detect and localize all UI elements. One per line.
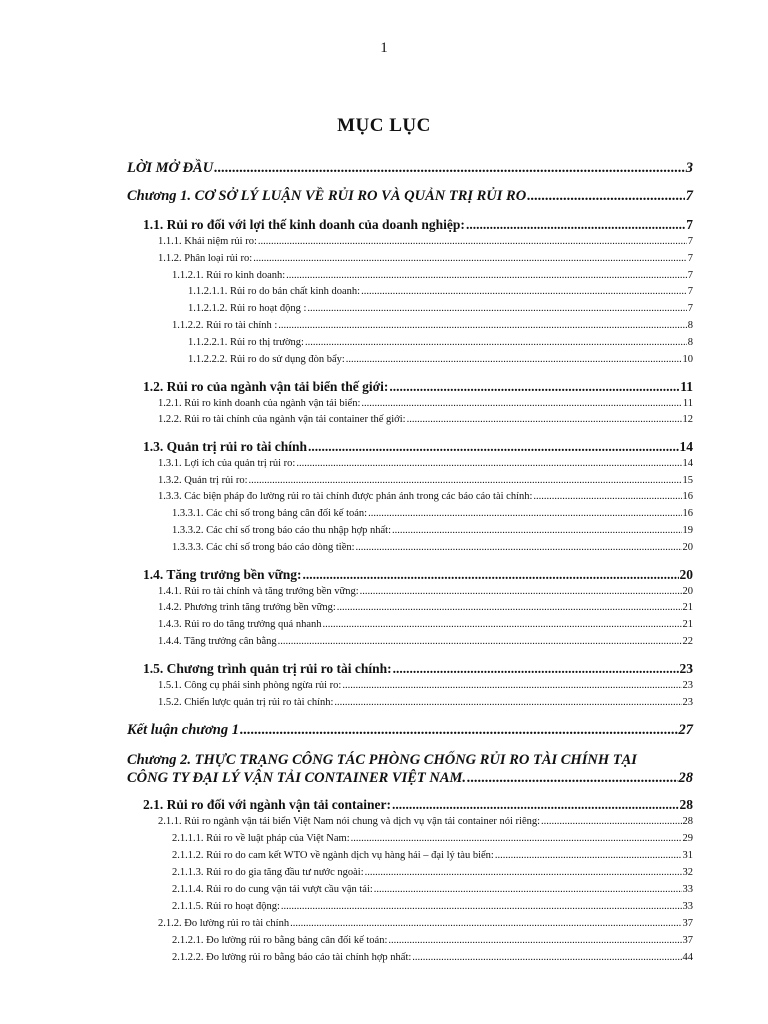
toc-entry-title: 1.2.2. Rủi ro tài chính của ngành vận tải container thế giới: xyxy=(158,414,406,425)
toc-entry-page: 23 xyxy=(682,697,693,708)
toc-entry-title: 1.2.1. Rủi ro kinh doanh của ngành vận tải biển: xyxy=(158,398,361,409)
dot-leader xyxy=(368,508,681,519)
dot-leader xyxy=(541,816,681,827)
toc-entry-page: 20 xyxy=(679,567,693,582)
toc-entry[interactable] xyxy=(172,867,693,878)
dot-leader xyxy=(392,525,681,536)
toc-entry-page: 16 xyxy=(682,508,693,519)
dot-leader xyxy=(337,602,682,613)
toc-entry-title: 1.1.2.1.1. Rủi ro do bản chất kinh doanh: xyxy=(188,286,361,297)
toc-entry-page: 28 xyxy=(682,816,693,827)
toc-entry[interactable] xyxy=(158,398,693,409)
dot-leader xyxy=(296,458,681,469)
dot-leader xyxy=(360,586,682,597)
dot-leader xyxy=(351,833,682,844)
toc-entry-title: 2.1.1.4. Rủi ro do cung vận tải vượt cầu vận tải: xyxy=(172,884,373,895)
toc-entry[interactable] xyxy=(127,722,693,739)
toc-entry[interactable] xyxy=(172,935,693,946)
toc-entry[interactable] xyxy=(158,602,693,613)
toc-entry-title: 2.1.1.3. Rủi ro do gia tăng đầu tư nước ngoài: xyxy=(172,867,364,878)
toc-entry-title: 1.4.1. Rủi ro tài chính và tăng trưởng bền vững: xyxy=(158,586,359,597)
toc-entry-title: CÔNG TY ĐẠI LÝ VẬN TẢI CONTAINER VIỆT NAM. xyxy=(127,770,467,786)
toc-entry-title: 1.3.1. Lợi ích của quản trị rủi ro: xyxy=(158,458,296,469)
toc-entry[interactable] xyxy=(172,542,693,553)
toc-entry-title: 2.1.2.2. Đo lường rủi ro bằng báo cáo tài chính hợp nhất: xyxy=(172,952,412,963)
toc-entry-page: 20 xyxy=(682,542,693,553)
toc-entry-page: 3 xyxy=(685,160,693,176)
toc-entry-page: 7 xyxy=(685,188,693,204)
toc-entry-title: Kết luận chương 1 xyxy=(127,722,239,738)
toc-entry-title: 1.5.2. Chiến lược quản trị rủi ro tài chính: xyxy=(158,697,334,708)
toc-entry-page: 21 xyxy=(682,602,693,613)
dot-leader xyxy=(361,286,687,297)
toc-entry[interactable] xyxy=(172,901,693,912)
toc-entry-page: 11 xyxy=(682,398,693,409)
toc-entry-page: 27 xyxy=(678,722,693,738)
toc-entry-page: 23 xyxy=(682,680,693,691)
toc-entry-page: 21 xyxy=(682,619,693,630)
toc-entry[interactable] xyxy=(158,680,693,691)
dot-leader xyxy=(392,797,678,813)
toc-entry[interactable] xyxy=(158,491,693,502)
toc-entry-title: 1.3.3. Các biện pháp đo lường rủi ro tài chính được phản ánh trong các báo cáo tài chính: xyxy=(158,491,533,502)
toc-entry-page: 15 xyxy=(682,475,693,486)
dot-leader xyxy=(258,236,687,247)
toc-entry-title: 1.5.1. Công cụ phái sinh phòng ngừa rủi ro: xyxy=(158,680,342,691)
toc-entry[interactable] xyxy=(127,160,693,177)
toc-entry-page: 19 xyxy=(682,525,693,536)
dot-leader xyxy=(253,253,687,264)
toc-entry-page: 8 xyxy=(687,320,693,331)
toc-entry-page: 33 xyxy=(682,901,693,912)
toc-entry-title: 1.3.3.1. Các chỉ số trong bảng cân đối kế toán: xyxy=(172,508,368,519)
toc-entry-title: 1.3.3.3. Các chỉ số trong báo cáo dòng tiền: xyxy=(172,542,355,553)
toc-entry[interactable] xyxy=(158,458,693,469)
toc-entry-title: 1.1.2. Phân loại rủi ro: xyxy=(158,253,253,264)
toc-entry[interactable] xyxy=(188,286,693,297)
toc-entry-title: 1.3.2. Quản trị rủi ro: xyxy=(158,475,248,486)
toc-entry[interactable] xyxy=(172,884,693,895)
dot-leader xyxy=(466,217,685,233)
toc-entry-page: 11 xyxy=(680,379,693,394)
dot-leader xyxy=(467,770,677,787)
dot-leader xyxy=(374,884,682,895)
toc-title: MỤC LỤC xyxy=(337,115,431,136)
toc-entry[interactable] xyxy=(158,636,693,647)
dot-leader xyxy=(305,337,687,348)
toc-entry-title: 1.1. Rủi ro đối với lợi thế kinh doanh của doanh nghiệp: xyxy=(143,217,465,232)
toc-entry-page: 20 xyxy=(682,586,693,597)
toc-entry[interactable] xyxy=(188,303,693,314)
toc-entry-title: Chương 1. CƠ SỞ LÝ LUẬN VỀ RỦI RO VÀ QUẢN TRỊ RỦI RO xyxy=(127,188,527,204)
toc-entry-title: 1.3. Quản trị rủi ro tài chính xyxy=(143,439,308,454)
toc-entry-page: 33 xyxy=(682,884,693,895)
toc-entry[interactable] xyxy=(158,236,693,247)
toc-entry-page: 37 xyxy=(682,935,693,946)
toc-entry[interactable] xyxy=(158,619,693,630)
toc-entry-title: 1.4.4. Tăng trưởng cân bằng xyxy=(158,636,277,647)
toc-entry[interactable] xyxy=(143,439,693,455)
toc-entry-page: 7 xyxy=(686,217,693,232)
chapter2-title-line1: Chương 2. THỰC TRẠNG CÔNG TÁC PHÒNG CHỐNG RỦI RO TÀI CHÍNH TẠI xyxy=(127,752,637,768)
toc-entry[interactable] xyxy=(158,697,693,708)
toc-entry-page: 14 xyxy=(682,458,693,469)
dot-leader xyxy=(322,619,681,630)
dot-leader xyxy=(342,680,681,691)
toc-entry[interactable] xyxy=(127,770,693,787)
dot-leader xyxy=(356,542,682,553)
toc-entry-page: 29 xyxy=(682,833,693,844)
toc-entry-page: 7 xyxy=(687,286,693,297)
toc-entry-title: 1.1.2.2. Rủi ro tài chính : xyxy=(172,320,278,331)
dot-leader xyxy=(290,918,681,929)
toc-entry-page: 28 xyxy=(678,770,693,786)
dot-leader xyxy=(407,414,682,425)
toc-entry[interactable] xyxy=(143,217,693,233)
toc-entry-title: 1.4. Tăng trưởng bền vững: xyxy=(143,567,302,582)
toc-entry-title: 2.1.1.5. Rủi ro hoạt động: xyxy=(172,901,280,912)
toc-entry[interactable] xyxy=(158,586,693,597)
dot-leader xyxy=(361,398,681,409)
toc-entry[interactable] xyxy=(143,797,693,813)
dot-leader xyxy=(307,303,686,314)
toc-entry-page: 7 xyxy=(687,253,693,264)
toc-entry[interactable] xyxy=(143,661,693,677)
dot-leader xyxy=(249,475,682,486)
toc-entry-title: 1.2. Rủi ro của ngành vận tải biển thế giới: xyxy=(143,379,389,394)
toc-entry-page: 23 xyxy=(679,661,693,676)
dot-leader xyxy=(281,901,682,912)
toc-entry[interactable] xyxy=(158,918,693,929)
toc-entry-title: 2.1.2. Đo lường rủi ro tài chính xyxy=(158,918,290,929)
toc-entry-title: 2.1.1. Rủi ro ngành vận tải biển Việt Nam nói chung và dịch vụ vận tải container nói riêng: xyxy=(158,816,541,827)
dot-leader xyxy=(412,952,681,963)
toc-entry-title: 1.3.3.2. Các chỉ số trong báo cáo thu nhập hợp nhất: xyxy=(172,525,392,536)
toc-entry-title: 2.1.1.2. Rủi ro do cam kết WTO về ngành dịch vụ hàng hải – đại lý tàu biển: xyxy=(172,850,494,861)
toc-entry[interactable] xyxy=(172,850,693,861)
dot-leader xyxy=(346,354,682,365)
toc-entry[interactable] xyxy=(172,270,693,281)
dot-leader xyxy=(527,188,685,205)
toc-entry-page: 14 xyxy=(679,439,693,454)
toc-entry[interactable] xyxy=(172,525,693,536)
toc-entry-title: 1.1.2.2.1. Rủi ro thị trường: xyxy=(188,337,304,348)
dot-leader xyxy=(533,491,681,502)
toc-entry[interactable] xyxy=(188,354,693,365)
dot-leader xyxy=(278,636,682,647)
toc-entry[interactable] xyxy=(127,188,693,205)
toc-entry-page: 16 xyxy=(682,491,693,502)
toc-entry-title: 1.5. Chương trình quản trị rủi ro tài chính: xyxy=(143,661,392,676)
dot-leader xyxy=(302,567,678,583)
toc-entry-page: 31 xyxy=(682,850,693,861)
toc-entry[interactable] xyxy=(172,952,693,963)
toc-entry[interactable] xyxy=(172,508,693,519)
toc-entry[interactable] xyxy=(172,320,693,331)
toc-entry-title: 2.1.2.1. Đo lường rủi ro bằng bảng cân đối kế toán: xyxy=(172,935,388,946)
toc-entry-title: 2.1.1.1. Rủi ro về luật pháp của Việt Nam: xyxy=(172,833,350,844)
dot-leader xyxy=(286,270,687,281)
toc-entry-page: 10 xyxy=(682,354,693,365)
dot-leader xyxy=(334,697,681,708)
toc-entry-title: 1.4.2. Phương trình tăng trưởng bền vững: xyxy=(158,602,336,613)
dot-leader xyxy=(365,867,682,878)
dot-leader xyxy=(388,935,681,946)
toc-entry-page: 8 xyxy=(687,337,693,348)
toc-entry-page: 12 xyxy=(682,414,693,425)
toc-entry[interactable] xyxy=(188,337,693,348)
toc-entry[interactable] xyxy=(158,816,693,827)
dot-leader xyxy=(393,661,679,677)
toc-entry[interactable] xyxy=(158,253,693,264)
toc-entry-title: 1.1.1. Khái niệm rủi ro: xyxy=(158,236,257,247)
dot-leader xyxy=(308,439,678,455)
toc-entry-page: 22 xyxy=(682,636,693,647)
page-number: 1 xyxy=(380,40,388,56)
toc-entry-page: 44 xyxy=(682,952,693,963)
toc-entry-page: 7 xyxy=(687,270,693,281)
toc-entry[interactable] xyxy=(143,379,693,395)
toc-entry[interactable] xyxy=(143,567,693,583)
dot-leader xyxy=(240,722,678,739)
toc-entry[interactable] xyxy=(158,475,693,486)
toc-entry-title: 2.1. Rủi ro đối với ngành vận tải container: xyxy=(143,797,392,812)
toc-entry-page: 28 xyxy=(679,797,693,812)
toc-entry-page: 7 xyxy=(687,236,693,247)
toc-entry-title: 1.1.2.2.2. Rủi ro do sử dụng đòn bẩy: xyxy=(188,354,345,365)
dot-leader xyxy=(389,379,679,395)
dot-leader xyxy=(278,320,686,331)
toc-entry[interactable] xyxy=(172,833,693,844)
dot-leader xyxy=(214,160,685,177)
toc-entry-title: 1.4.3. Rủi ro do tăng trưởng quá nhanh xyxy=(158,619,322,630)
toc-entry-title: LỜI MỞ ĐẦU xyxy=(127,160,214,176)
toc-entry[interactable] xyxy=(158,414,693,425)
toc-entry-title: 1.1.2.1. Rủi ro kinh doanh: xyxy=(172,270,286,281)
toc-entry-title: 1.1.2.1.2. Rủi ro hoạt động : xyxy=(188,303,307,314)
dot-leader xyxy=(495,850,682,861)
toc-entry-page: 32 xyxy=(682,867,693,878)
toc-entry-page: 37 xyxy=(682,918,693,929)
toc-entry-page: 7 xyxy=(687,303,693,314)
